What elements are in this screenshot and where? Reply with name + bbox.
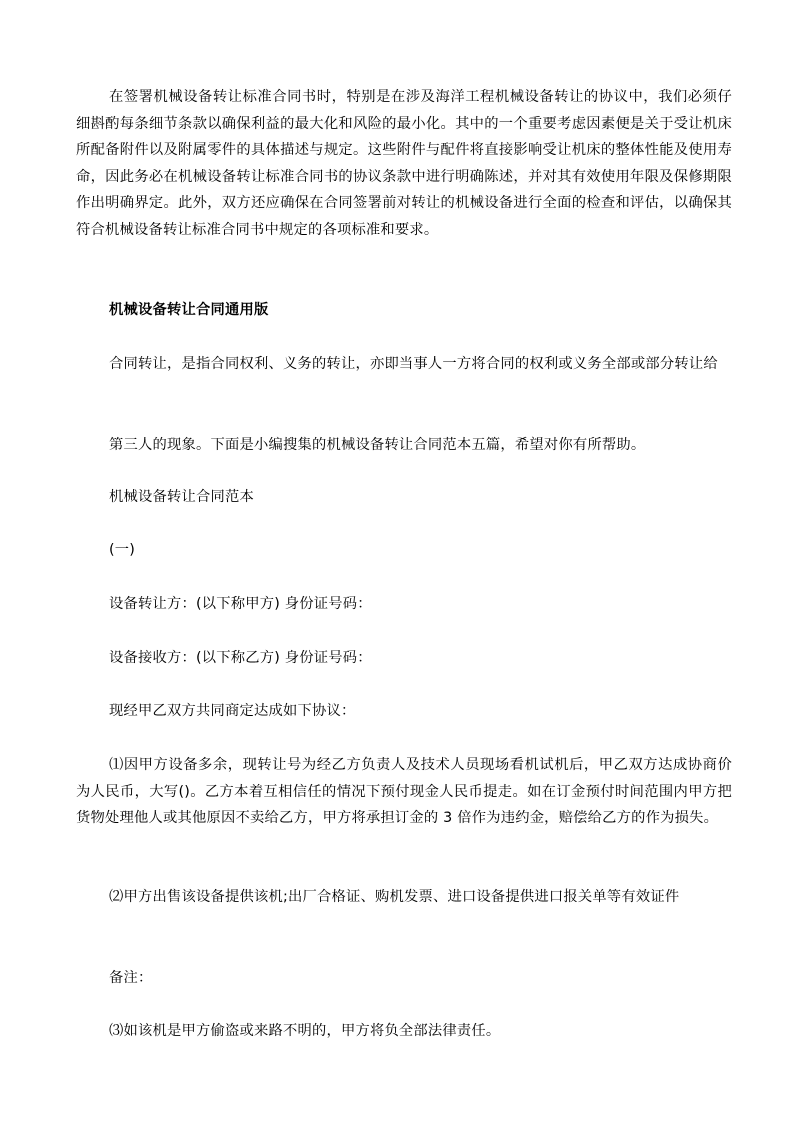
clause-2: ⑵甲方出售该设备提供该机;出厂合格证、购机发票、进口设备提供进口报关单等有效证件 <box>109 889 680 905</box>
sample-number: (一) <box>109 542 136 558</box>
transferor-line: 设备转让方：(以下称甲方) 身份证号码： <box>109 596 372 612</box>
section-title: 机械设备转让合同通用版 <box>109 302 269 318</box>
clause-3: ⑶如该机是甲方偷盗或来路不明的，甲方将负全部法律责任。 <box>109 1023 501 1039</box>
third-party-line: 第三人的现象。下面是小编搜集的机械设备转让合同范本五篇，希望对你有所帮助。 <box>109 437 646 453</box>
remark-label: 备注： <box>109 970 153 986</box>
receiver-line: 设备接收方：(以下称乙方) 身份证号码： <box>109 650 372 666</box>
sample-title: 机械设备转让合同范本 <box>109 489 254 505</box>
intro-paragraph: 在签署机械设备转让标准合同书时，特别是在涉及海洋工程机械设备转让的协议中，我们必须仔细斟酌每条细节条款以确保利益的最大化和风险的最小化。其中的一个重要考虑因素便是关于受让机床所配备附件以及附属零件的具体描述与规定。这些附件与配件将直接影响受让机床的整体性能及使用寿命，因此务必在机械设备转让标准合同书的协议条款中进行明确陈述，并对其有效使用年限及保修期限作出明确界定。此外，双方还应确保在合同签署前对转让的机械设备进行全面的检查和评估，以确保其符合机械设备转让标准合同书中规定的各项标准和要求。 <box>76 89 732 238</box>
agreement-line: 现经甲乙双方共同商定达成如下协议： <box>109 703 356 719</box>
clause-1: ⑴因甲方设备多余，现转让号为经乙方负责人及技术人员现场看机试机后，甲乙双方达成协商价为人民币，大写()。乙方本着互相信任的情况下预付现金人民币提走。如在订金预付时间范围内甲方把货物处理他人或其他原因不卖给乙方，甲方将承担订金的 3 倍作为违约金，赔偿给乙方的作为损失。 <box>76 757 732 826</box>
definition-paragraph: 合同转让，是指合同权利、义务的转让，亦即当事人一方将合同的权利或义务全部或部分转让给 <box>109 356 718 372</box>
